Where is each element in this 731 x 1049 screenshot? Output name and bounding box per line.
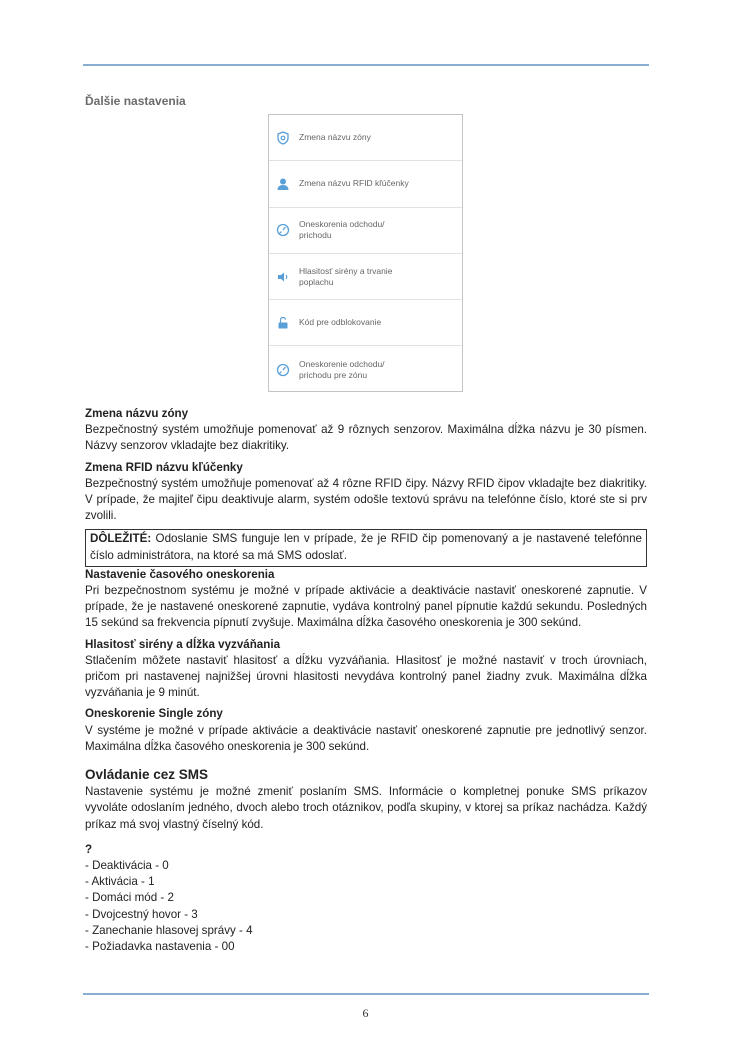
- paragraph-zone-name: Bezpečnostný systém umožňuje pomenovať až 9 rôznych senzorov. Maximálna dĺžka názvu je 30 písmen. Názvy senzorov vkladajte bez diakritiky.: [85, 423, 647, 453]
- paragraph-siren: Stlačením môžete nastaviť hlasitosť a dĺžku vyzváňania. Hlasitosť je možné nastaviť v troch úrovniach, pričom pri nastavenej najnižšej úrovni hlasitosti nevydáva kontrolný panel žiadny zvuk. Maximálna dĺžka vyzváňania je 9 minút.: [85, 653, 647, 700]
- menu-label: Oneskorenia odchodu/ prichodu: [299, 219, 385, 241]
- menu-item-delay[interactable]: [269, 208, 462, 254]
- heading-time-delay: Nastavenie časového oneskorenia: [85, 567, 275, 581]
- important-note-box: [85, 529, 647, 566]
- unlock-icon: [275, 315, 291, 331]
- header-rule: [83, 64, 649, 66]
- paragraph-time-delay: Pri bezpečnostnom systému je možné v prípade aktivácie a deaktivácie nastaviť oneskorené zapnutie. V prípade, že je nastavené oneskorené zapnutie, vydáva kontrolný panel pípnutie každú sekundu. Posledných 15 sekúnd sa frekvencia pípnutí zvyšuje. Maximálna dĺžka časového oneskorenia je 300 sekúnd.: [85, 584, 647, 630]
- list-item: - Zanechanie hlasovej správy - 4: [85, 923, 253, 937]
- heading-sms: Ovládanie cez SMS: [85, 767, 209, 783]
- heading-siren: Hlasitosť sirény a dĺžka vyzváňania: [85, 637, 281, 651]
- page-number: 6: [362, 1006, 369, 1020]
- heading-single-zone: Oneskorenie Single zóny: [85, 707, 223, 721]
- paragraph-single-zone: V systéme je možné v prípade aktivácie a deaktivácie nastaviť oneskorené zapnutie pre jednotlivý senzor. Maximálna dĺžka časového oneskorenia je 300 sekúnd.: [85, 723, 647, 753]
- speaker-icon: [275, 269, 291, 285]
- settings-menu-screenshot: [268, 114, 463, 392]
- command-group-symbol: ?: [85, 842, 93, 856]
- document-body: [85, 406, 647, 955]
- shield-icon: [275, 130, 291, 146]
- paragraph-rfid-name: Bezpečnostný systém umožňuje pomenovať až 4 rôzne RFID čipy. Názvy RFID čipov vkladajte bez diakritiky. V prípade, že majiteľ čipu deaktivuje alarm, systém odošle textovú správu na telefónne číslo, ktoré ste si prv zvolili.: [85, 476, 647, 523]
- list-item: - Požiadavka nastavenia - 00: [85, 940, 235, 954]
- list-item: - Dvojcestný hovor - 3: [85, 907, 198, 921]
- important-label: DÔLEŽITÉ:: [90, 532, 152, 546]
- menu-label: Zmena názvu zóny: [299, 132, 371, 143]
- list-item: - Aktivácia - 1: [85, 875, 155, 889]
- person-icon: [275, 176, 291, 192]
- heading-rfid-name: Zmena RFID názvu kľúčenky: [85, 460, 243, 474]
- section-label: Ďalšie nastavenia: [85, 94, 186, 108]
- menu-item-unlock-code[interactable]: [269, 300, 462, 346]
- menu-label: Kód pre odblokovanie: [299, 317, 382, 328]
- menu-label: Zmena názvu RFID kľúčenky: [299, 178, 409, 189]
- menu-label: Oneskorenie odchodu/ prichodu pre zónu: [299, 358, 385, 380]
- timer-icon: [275, 362, 291, 378]
- footer-rule: [83, 993, 649, 995]
- menu-item-zone-name[interactable]: [269, 115, 462, 161]
- heading-zone-name: Zmena názvu zóny: [85, 407, 189, 420]
- menu-item-zone-delay[interactable]: [269, 346, 462, 392]
- timer-icon: [275, 222, 291, 238]
- menu-label: Hlasitosť sirény a trvanie poplachu: [299, 265, 393, 287]
- list-item: - Deaktivácia - 0: [85, 859, 169, 873]
- important-text: Odoslanie SMS funguje len v prípade, že je RFID čip pomenovaný a je nastavené telefónne číslo administrátora, na ktoré sa má SMS odoslať.: [90, 532, 642, 562]
- paragraph-sms: Nastavenie systému je možné zmeniť poslaním SMS. Informácie o kompletnej ponuke SMS príkazov vyvoláte odoslaním jedného, dvoch alebo troch otáznikov, podľa skupiny, v ktorej sa príkaz nachádza. Každý príkaz má svoj vlastný číselný kód.: [85, 785, 647, 831]
- command-list: [85, 858, 647, 955]
- menu-item-siren[interactable]: [269, 254, 462, 300]
- menu-item-rfid-name[interactable]: [269, 161, 462, 207]
- list-item: - Domáci mód - 2: [85, 891, 174, 905]
